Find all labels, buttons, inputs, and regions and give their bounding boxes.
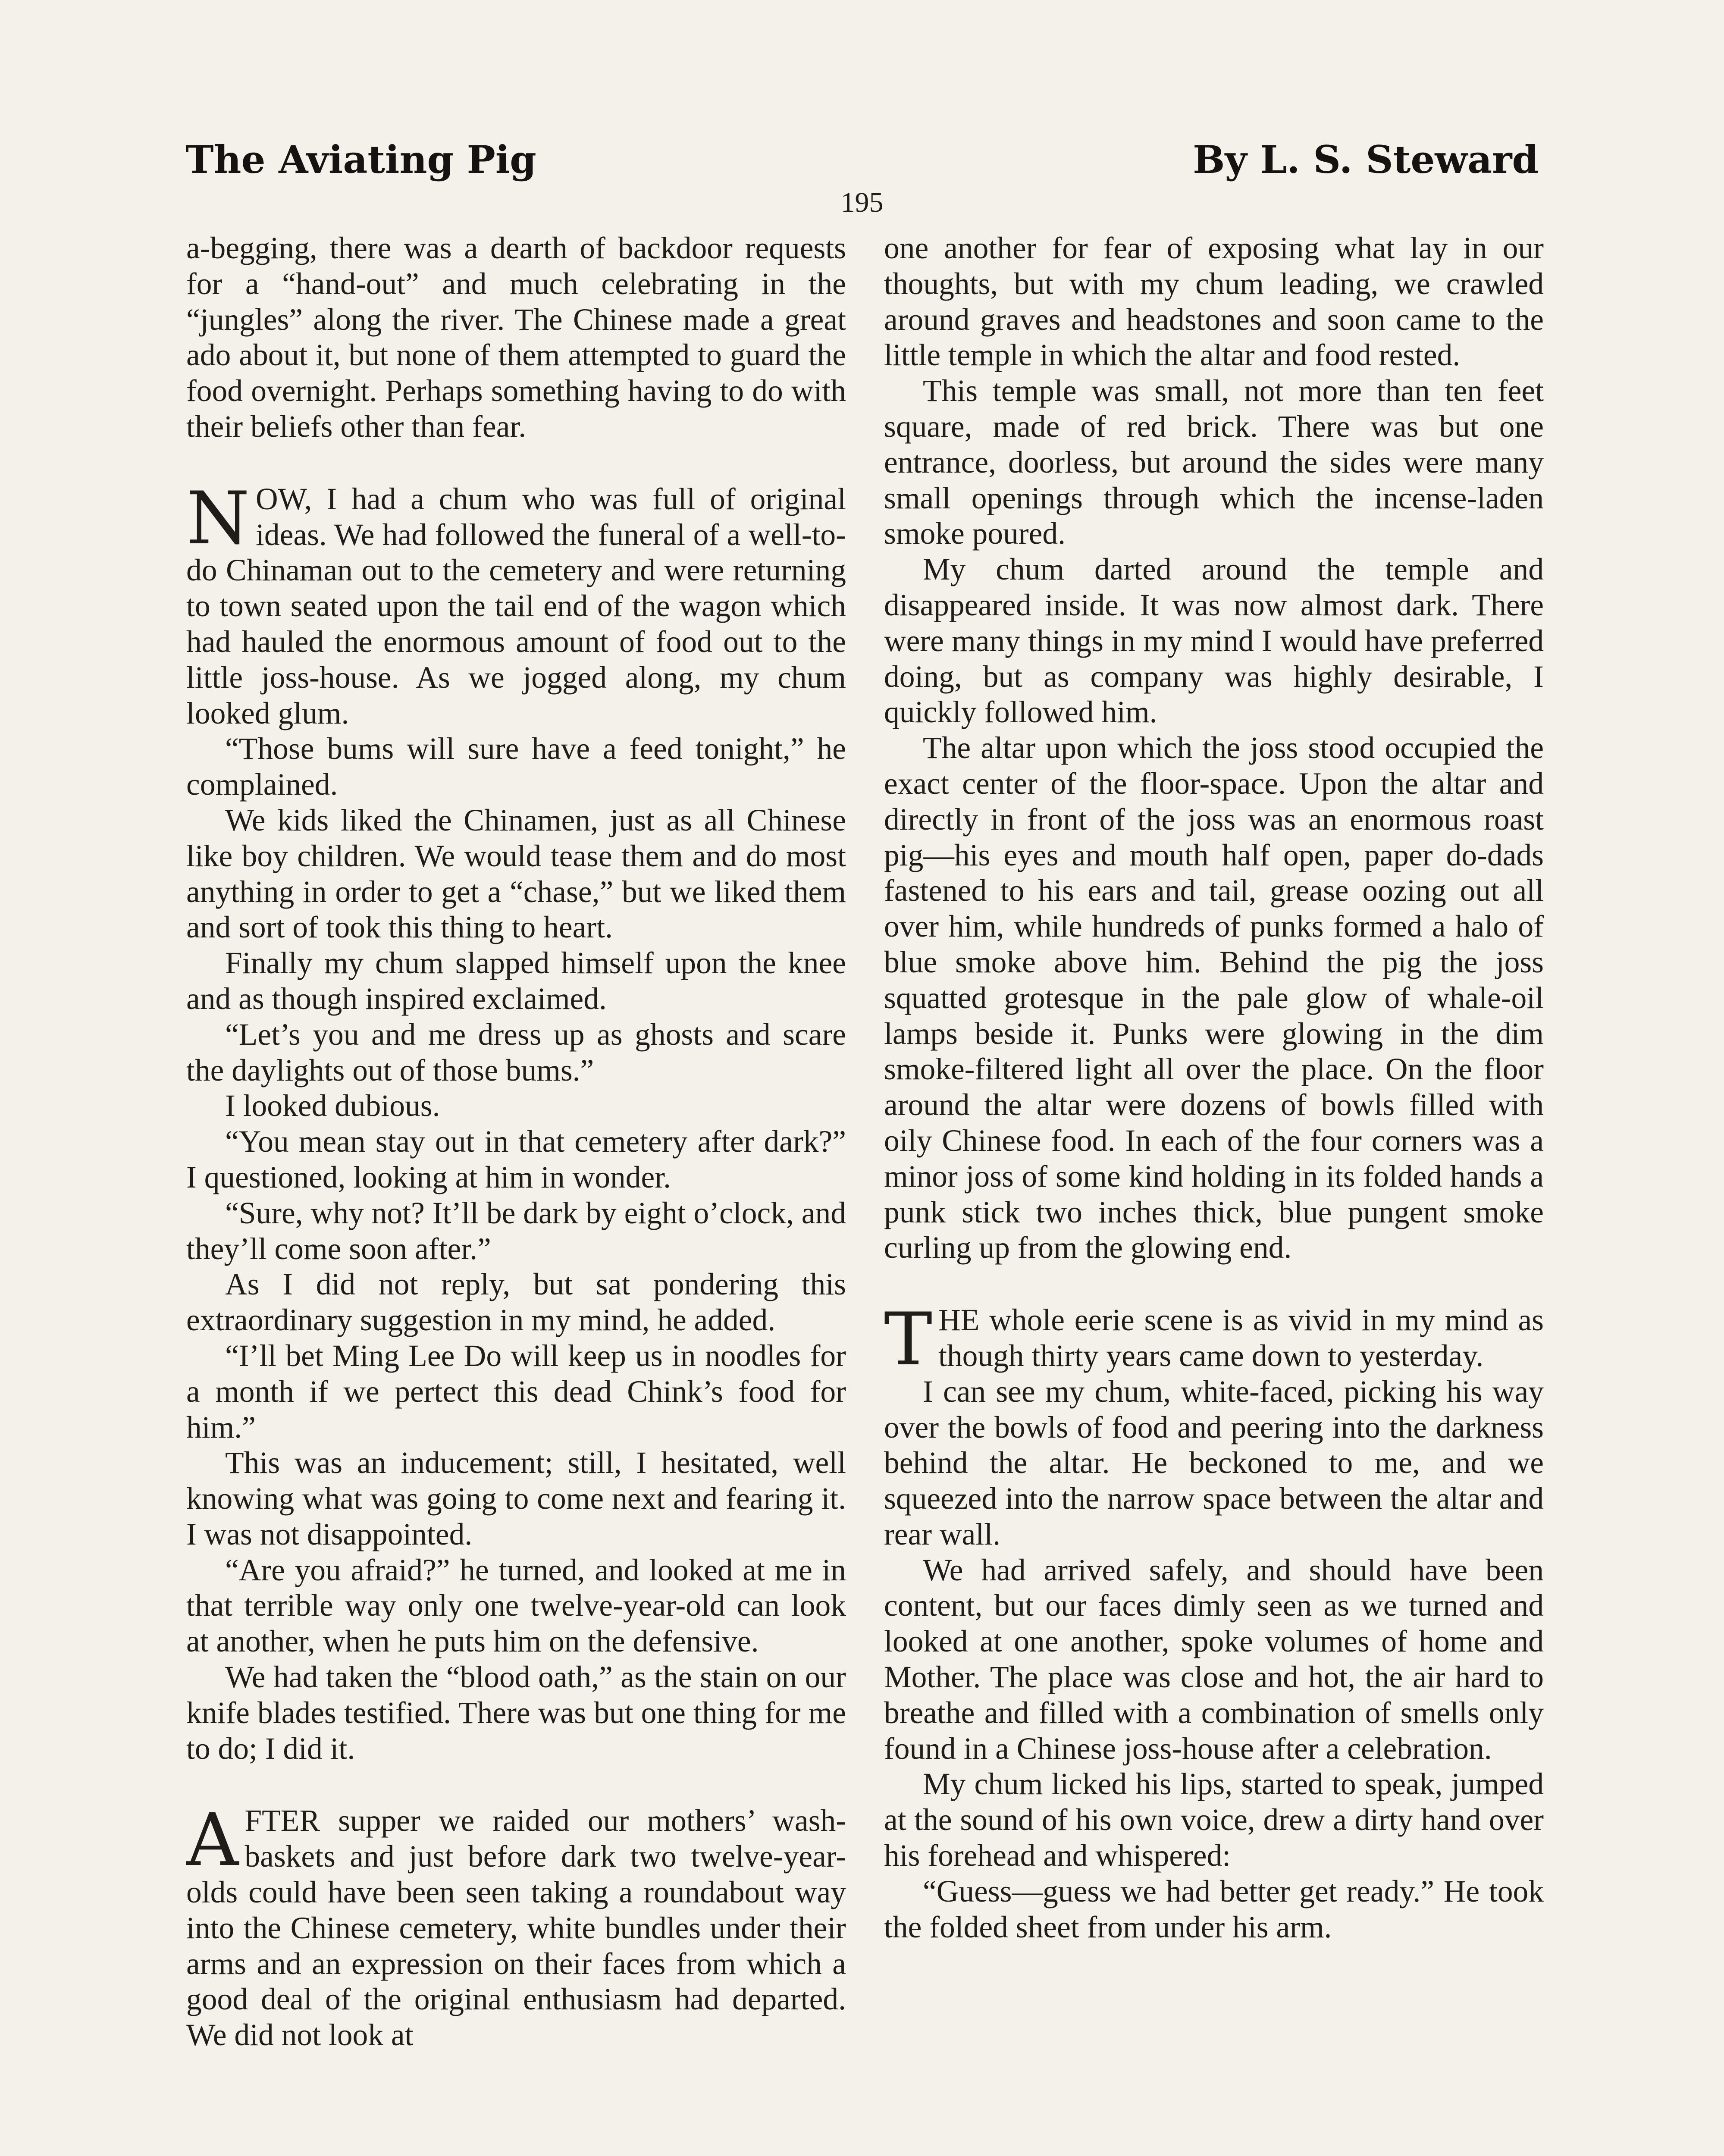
paragraph: I looked dubious.	[225, 1089, 440, 1123]
paragraph: We had taken the “blood oath,” as the stain on our knife blades testified. There was but one thing for me to do; I did it.	[186, 1660, 846, 1766]
paragraph-text: OW, I had a chum who was full of original ideas. We had followed the funeral of a well-to-do Chinaman out to the cemetery and were returning to town seated upon the tail end of the wagon which had hauled the enormous amount of food out to the little joss-house. As we jogged along, my chum looked glum.	[186, 482, 846, 730]
paragraph-text: HE whole eerie scene is as vivid in my mind as though thirty years came down to yesterday.	[938, 1303, 1544, 1373]
drop-cap: A	[186, 1798, 239, 1883]
section-paragraph	[186, 476, 846, 732]
paragraph: a-begging, there was a dearth of backdoor requests for a “hand-out” and much celebrating in the “jungles” along the river. The Chinese made a great ado about it, but none of them attempted to guard the food overnight. Perhaps something having to do with their beliefs other than fear.	[186, 231, 846, 444]
paragraph: one another for fear of exposing what lay in our thoughts, but with my chum leading, we crawled around graves and headstones and soon came to the little temple in which the altar and food rested.	[884, 231, 1544, 373]
paragraph: The altar upon which the joss stood occupied the exact center of the floor-space. Upon the altar and directly in front of the joss was an enormous roast pig—his eyes and mouth half open, paper do-dads fastened to his ears and tail, grease oozing out all over him, while hundreds of punks formed a halo of blue smoke above him. Behind the pig the joss squatted grotesque in the pale glow of whale-oil lamps beside it. Punks were glowing in the dim smoke-filtered light all over the place. On the floor around the altar were dozens of bowls filled with oily Chinese food. In each of the four corners was a minor joss of some kind holding in its folded hands a punk stick two inches thick, blue pungent smoke curling up from the glowing end.	[884, 731, 1544, 1265]
paragraph: My chum licked his lips, started to speak, jumped at the sound of his own voice, drew a dirty hand over his forehead and whispered:	[884, 1767, 1544, 1873]
paragraph: This temple was small, not more than ten feet square, made of red brick. There was but one entrance, doorless, but around the sides were many small openings through which the incense-laden smoke poured.	[884, 374, 1544, 551]
right-column	[884, 231, 1544, 1945]
paragraph: “You mean stay out in that cemetery after dark?” I questioned, looking at him in wonder.	[186, 1125, 846, 1194]
paragraph: We kids liked the Chinamen, just as all Chinese like boy children. We would tease them and do most anything in order to get a “chase,” but we liked them and sort of took this thing to heart.	[186, 803, 846, 945]
left-column	[186, 231, 846, 2053]
story-title: The Aviating Pig	[185, 137, 536, 182]
paragraph: “Guess—guess we had better get ready.” He took the folded sheet from under his arm.	[884, 1874, 1544, 1944]
page-number: 195	[840, 187, 884, 218]
story-author: By L. S. Steward	[1193, 137, 1539, 182]
paragraph: As I did not reply, but sat pondering this extraordinary suggestion in my mind, he added.	[186, 1267, 846, 1338]
paragraph: “Are you afraid?” he turned, and looked at me in that terrible way only one twelve-year-old can look at another, when he puts him on the defensive.	[186, 1553, 846, 1659]
section-paragraph	[186, 1798, 846, 2053]
paragraph: Finally my chum slapped himself upon the knee and as though inspired exclaimed.	[186, 946, 846, 1016]
paragraph: “Sure, why not? It’ll be dark by eight o’clock, and they’ll come soon after.”	[186, 1196, 846, 1266]
paragraph: “Those bums will sure have a feed tonight,” he complained.	[186, 732, 846, 802]
paragraph: “I’ll bet Ming Lee Do will keep us in noodles for a month if we pertect this dead Chink’s food for him.”	[186, 1338, 846, 1445]
paragraph-text: FTER supper we raided our mothers’ wash-baskets and just before dark two twelve-year-olds could have been seen taking a roundabout way into the Chinese cemetery, white bundles under their arms and an expression on their faces from which a good deal of the original enthusiasm had departed. We did not look at	[186, 1804, 846, 2053]
paragraph: “Let’s you and me dress up as ghosts and scare the daylights out of those bums.”	[186, 1017, 846, 1087]
paragraph: I can see my chum, white-faced, picking his way over the bowls of food and peering into the darkness behind the altar. He beckoned to me, and we squeezed into the narrow space between the altar and rear wall.	[884, 1374, 1544, 1551]
drop-cap: T	[884, 1297, 933, 1382]
paragraph: My chum darted around the temple and disappeared inside. It was now almost dark. There were many things in my mind I would have preferred doing, but as company was highly desirable, I quickly followed him.	[884, 552, 1544, 730]
section-paragraph	[884, 1297, 1544, 1382]
drop-cap: N	[186, 476, 250, 561]
paragraph: We had arrived safely, and should have been content, but our faces dimly seen as we turned and looked at one another, spoke volumes of home and Mother. The place was close and hot, the air hard to breathe and filled with a combination of smells only found in a Chinese joss-house after a celebration.	[884, 1553, 1544, 1766]
paragraph: This was an inducement; still, I hesitated, well knowing what was going to come next and fearing it. I was not disappointed.	[186, 1446, 846, 1551]
